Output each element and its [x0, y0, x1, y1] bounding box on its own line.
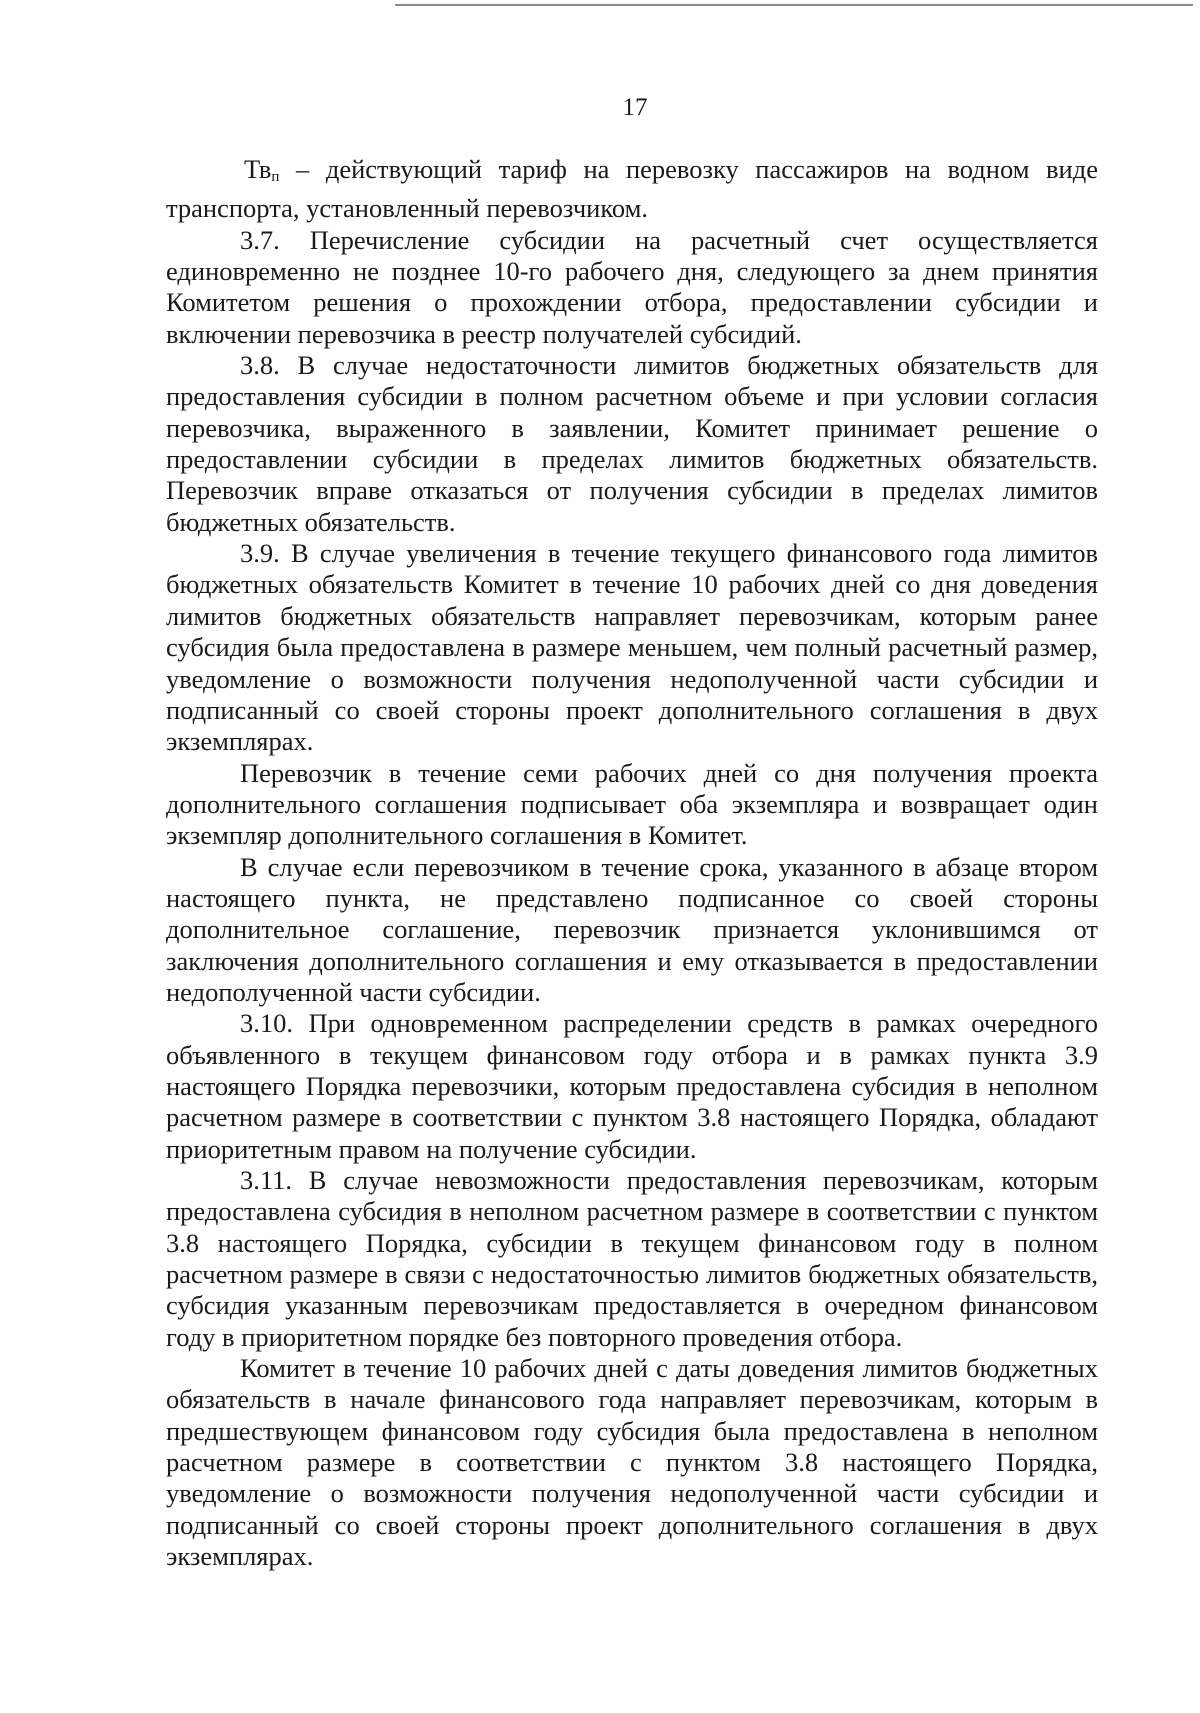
paragraph-3-8: 3.8. В случае недостаточности лимитов бюджетных обязательств для предоставления субсидии в полном расчетном объеме и при условии согласия перевозчика, выраженного в заявлении, Комитет принимает решение о предоставлении субсидии в пределах лимитов бюджетных обязательств. Перевозчик вправе отказаться от получения субсидии в пределах лимитов бюджетных обязательств.: [166, 350, 1098, 537]
paragraph-3-9-second: Перевозчик в течение семи рабочих дней со дня получения проекта дополнительного соглашения подписывает оба экземпляра и возвращает один экземпляр дополнительного соглашения в Комитет.: [166, 757, 1098, 851]
paragraph-tariff-definition: [166, 154, 1098, 225]
paragraph-3-9-third: В случае если перевозчиком в течение срока, указанного в абзаце втором настоящего пункта, не представлено подписанное со своей стороны дополнительное соглашение, перевозчик признается уклонившимся от заключения дополнительного соглашения и ему отказывается в предоставлении недополученной части субсидии.: [166, 851, 1098, 1007]
tariff-symbol: Тв: [244, 154, 272, 184]
paragraph-3-11: 3.11. В случае невозможности предоставления перевозчикам, которым предоставлена субсидия в неполном расчетном размере в соответствии с пунктом 3.8 настоящего Порядка, субсидии в текущем финансовом году в полном расчетном размере в связи с недостаточностью лимитов бюджетных обязательств, субсидия указанным перевозчикам предоставляется в очередном финансовом году в приоритетном порядке без повторного проведения отбора.: [166, 1165, 1098, 1352]
paragraph-3-10: 3.10. При одновременном распределении средств в рамках очередного объявленного в текущем финансовом году отбора и в рамках пункта 3.9 настоящего Порядка перевозчики, которым предоставлена субсидия в неполном расчетном размере в соответствии с пунктом 3.8 настоящего Порядка, обладают приоритетным правом на получение субсидии.: [166, 1008, 1098, 1164]
page-number: 17: [622, 94, 648, 121]
document-body: [166, 154, 1098, 1572]
tariff-definition-text: – действующий тариф на перевозку пассажиров на водном виде транспорта, установленный перевозчиком.: [166, 154, 1098, 224]
paragraph-3-11-second: Комитет в течение 10 рабочих дней с даты доведения лимитов бюджетных обязательств в начале финансового года направляет перевозчикам, которым в предшествующем финансовом году субсидия была предоставлена в неполном расчетном размере в соответствии с пунктом 3.8 настоящего Порядка, уведомление о возможности получения недополученной части субсидии и подписанный со своей стороны проект дополнительного соглашения в двух экземплярах.: [166, 1353, 1098, 1572]
top-edge-rule: [395, 4, 1193, 6]
tariff-symbol-subscript: п: [271, 169, 280, 185]
paragraph-3-9: 3.9. В случае увеличения в течение текущего финансового года лимитов бюджетных обязательств Комитет в течение 10 рабочих дней со дня доведения лимитов бюджетных обязательств направляет перевозчикам, которым ранее субсидия была предоставлена в размере меньшем, чем полный расчетный размер, уведомление о возможности получения недополученной части субсидии и подписанный со своей стороны проект дополнительного соглашения в двух экземплярах.: [166, 538, 1098, 757]
paragraph-3-7: 3.7. Перечисление субсидии на расчетный счет осуществляется единовременно не позднее 10-го рабочего дня, следующего за днем принятия Комитетом решения о прохождении отбора, предоставлении субсидии и включении перевозчика в реестр получателей субсидий.: [166, 224, 1098, 349]
